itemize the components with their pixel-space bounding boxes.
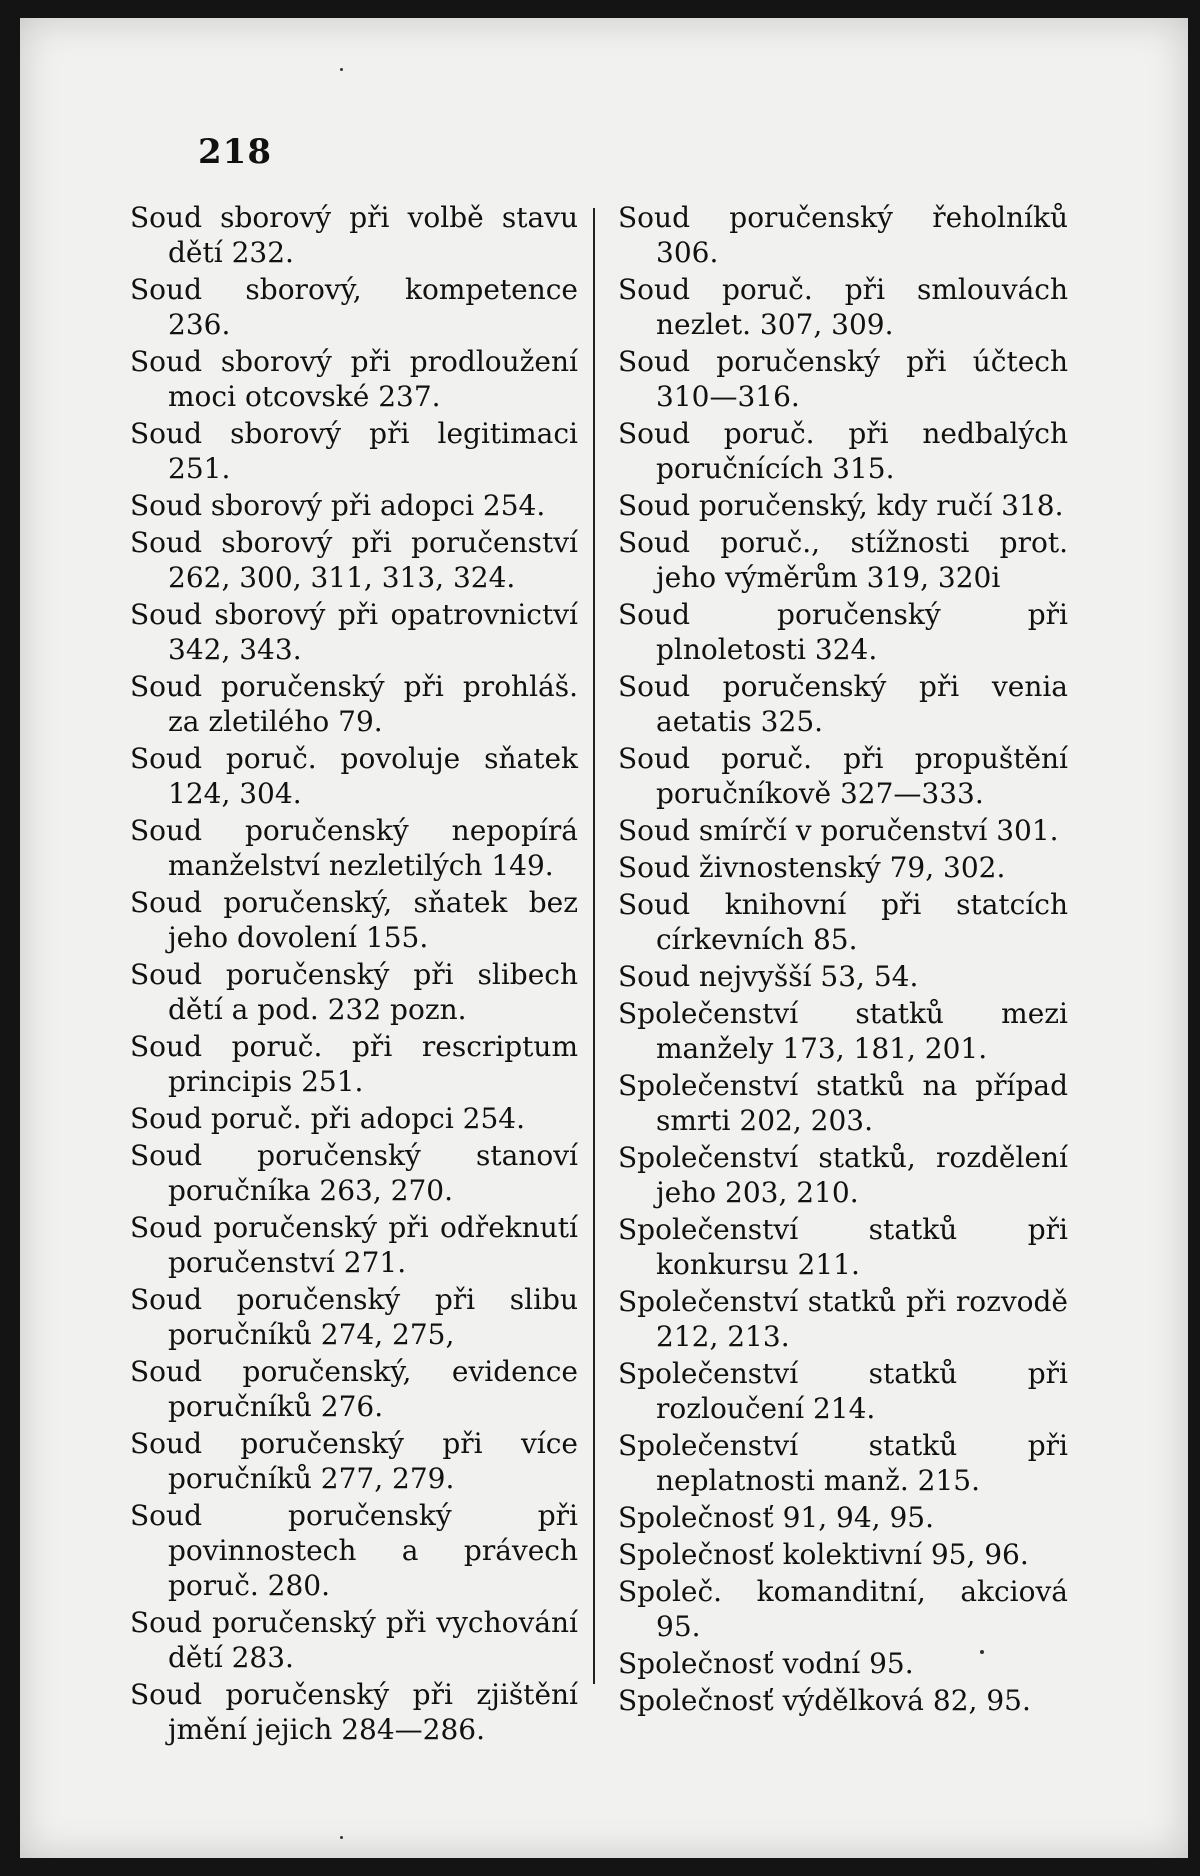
index-entry: Společnosť vodní 95.: [618, 1647, 914, 1680]
index-entry: Soud sborový při opatrovnictví 342, 343.: [130, 598, 578, 666]
index-entry: Společenství statků při neplatnosti manž. 215.: [618, 1429, 1068, 1497]
index-entry: Soud poručenský při odřeknutí poručenství 271.: [130, 1211, 578, 1279]
index-entry: Soud poručenský při venia aetatis 325.: [618, 670, 1068, 738]
index-entry: Společenství statků při rozvodě 212, 213.: [618, 1285, 1068, 1353]
index-entry: Soud nejvyšší 53, 54.: [618, 960, 919, 993]
index-entry: Soud poruč. při propuštění poručníkově 327—333.: [618, 742, 1068, 810]
index-entry: Soud sborový při prodloužení moci otcovské 237.: [130, 345, 578, 413]
index-entry: Soud poruč. při smlouvách nezlet. 307, 309.: [618, 273, 1068, 341]
index-entry: Soud poručenský nepopírá manželství nezletilých 149.: [130, 814, 578, 882]
index-entry: Soud sborový při poručenství 262, 300, 311, 313, 324.: [130, 526, 578, 594]
index-column-right: [618, 200, 1068, 1720]
index-column-left: [130, 200, 578, 1749]
index-entry: Soud poruč., stížnosti prot. jeho výměrům 319, 320i: [618, 526, 1068, 594]
index-entry: Soud poručenský, evidence poručníků 276.: [130, 1355, 578, 1423]
index-entry: Soud poručenský při plnoletosti 324.: [618, 598, 1068, 666]
index-entry: Soud poruč. při adopci 254.: [130, 1102, 526, 1135]
index-entry: Společnosť kolektivní 95, 96.: [618, 1538, 1029, 1571]
index-entry: Společenství statků při rozloučení 214.: [618, 1357, 1068, 1425]
index-entry: Společenství statků na případ smrti 202, 203.: [618, 1069, 1068, 1137]
column-divider: [593, 208, 595, 1684]
index-entry: Společnosť výdělková 82, 95.: [618, 1684, 1031, 1717]
paper-speck: [340, 68, 343, 71]
index-entry: Soud sborový při adopci 254.: [130, 489, 546, 522]
index-entry: Soud poručenský stanoví poručníka 263, 270.: [130, 1139, 578, 1207]
index-entry: Soud poručenský při zjištění jmění jejich 284—286.: [130, 1678, 578, 1746]
index-entry: Soud sborový při legitimaci 251.: [130, 417, 578, 485]
paper-speck: [340, 1836, 343, 1839]
index-entry: Společenství statků, rozdělení jeho 203, 210.: [618, 1141, 1068, 1209]
index-entry: Soud poruč. při nedbalých poručnících 315.: [618, 417, 1068, 485]
index-entry: Soud poručenský při vychování dětí 283.: [130, 1606, 578, 1674]
index-entry: Soud poručenský při slibech dětí a pod. 232 pozn.: [130, 958, 578, 1026]
index-entry: Soud poručenský, kdy ručí 318.: [618, 489, 1064, 522]
index-entry: Soud poručenský, sňatek bez jeho dovolení 155.: [130, 886, 578, 954]
index-entry: Soud poručenský při prohláš. za zletilého 79.: [130, 670, 578, 738]
index-entry: Soud poručenský při slibu poručníků 274, 275,: [130, 1283, 578, 1351]
index-entry: Soud poručenský při povinnostech a právech poruč. 280.: [130, 1499, 578, 1602]
index-entry: Soud smírčí v poručenství 301.: [618, 814, 1059, 847]
index-entry: Soud poručenský řeholníků 306.: [618, 201, 1068, 269]
index-entry: Soud knihovní při statcích církevních 85.: [618, 888, 1068, 956]
index-entry: Soud sborový při volbě stavu dětí 232.: [130, 201, 578, 269]
index-entry: Společenství statků mezi manžely 173, 181, 201.: [618, 997, 1068, 1065]
index-entry: Soud sborový, kompetence 236.: [130, 273, 578, 341]
index-entry: Soud poručenský při účtech 310—316.: [618, 345, 1068, 413]
index-entry: Soud poruč. při rescriptum principis 251.: [130, 1030, 578, 1098]
index-entry: Společnosť 91, 94, 95.: [618, 1501, 934, 1534]
index-entry: Soud poručenský při více poručníků 277, 279.: [130, 1427, 578, 1495]
index-entry: Soud živnostenský 79, 302.: [618, 851, 1006, 884]
page-number: 218: [198, 132, 272, 172]
index-entry: Soud poruč. povoluje sňatek 124, 304.: [130, 742, 578, 810]
index-entry: Společenství statků při konkursu 211.: [618, 1213, 1068, 1281]
index-entry: Společ. komanditní, akciová 95.: [618, 1575, 1068, 1643]
